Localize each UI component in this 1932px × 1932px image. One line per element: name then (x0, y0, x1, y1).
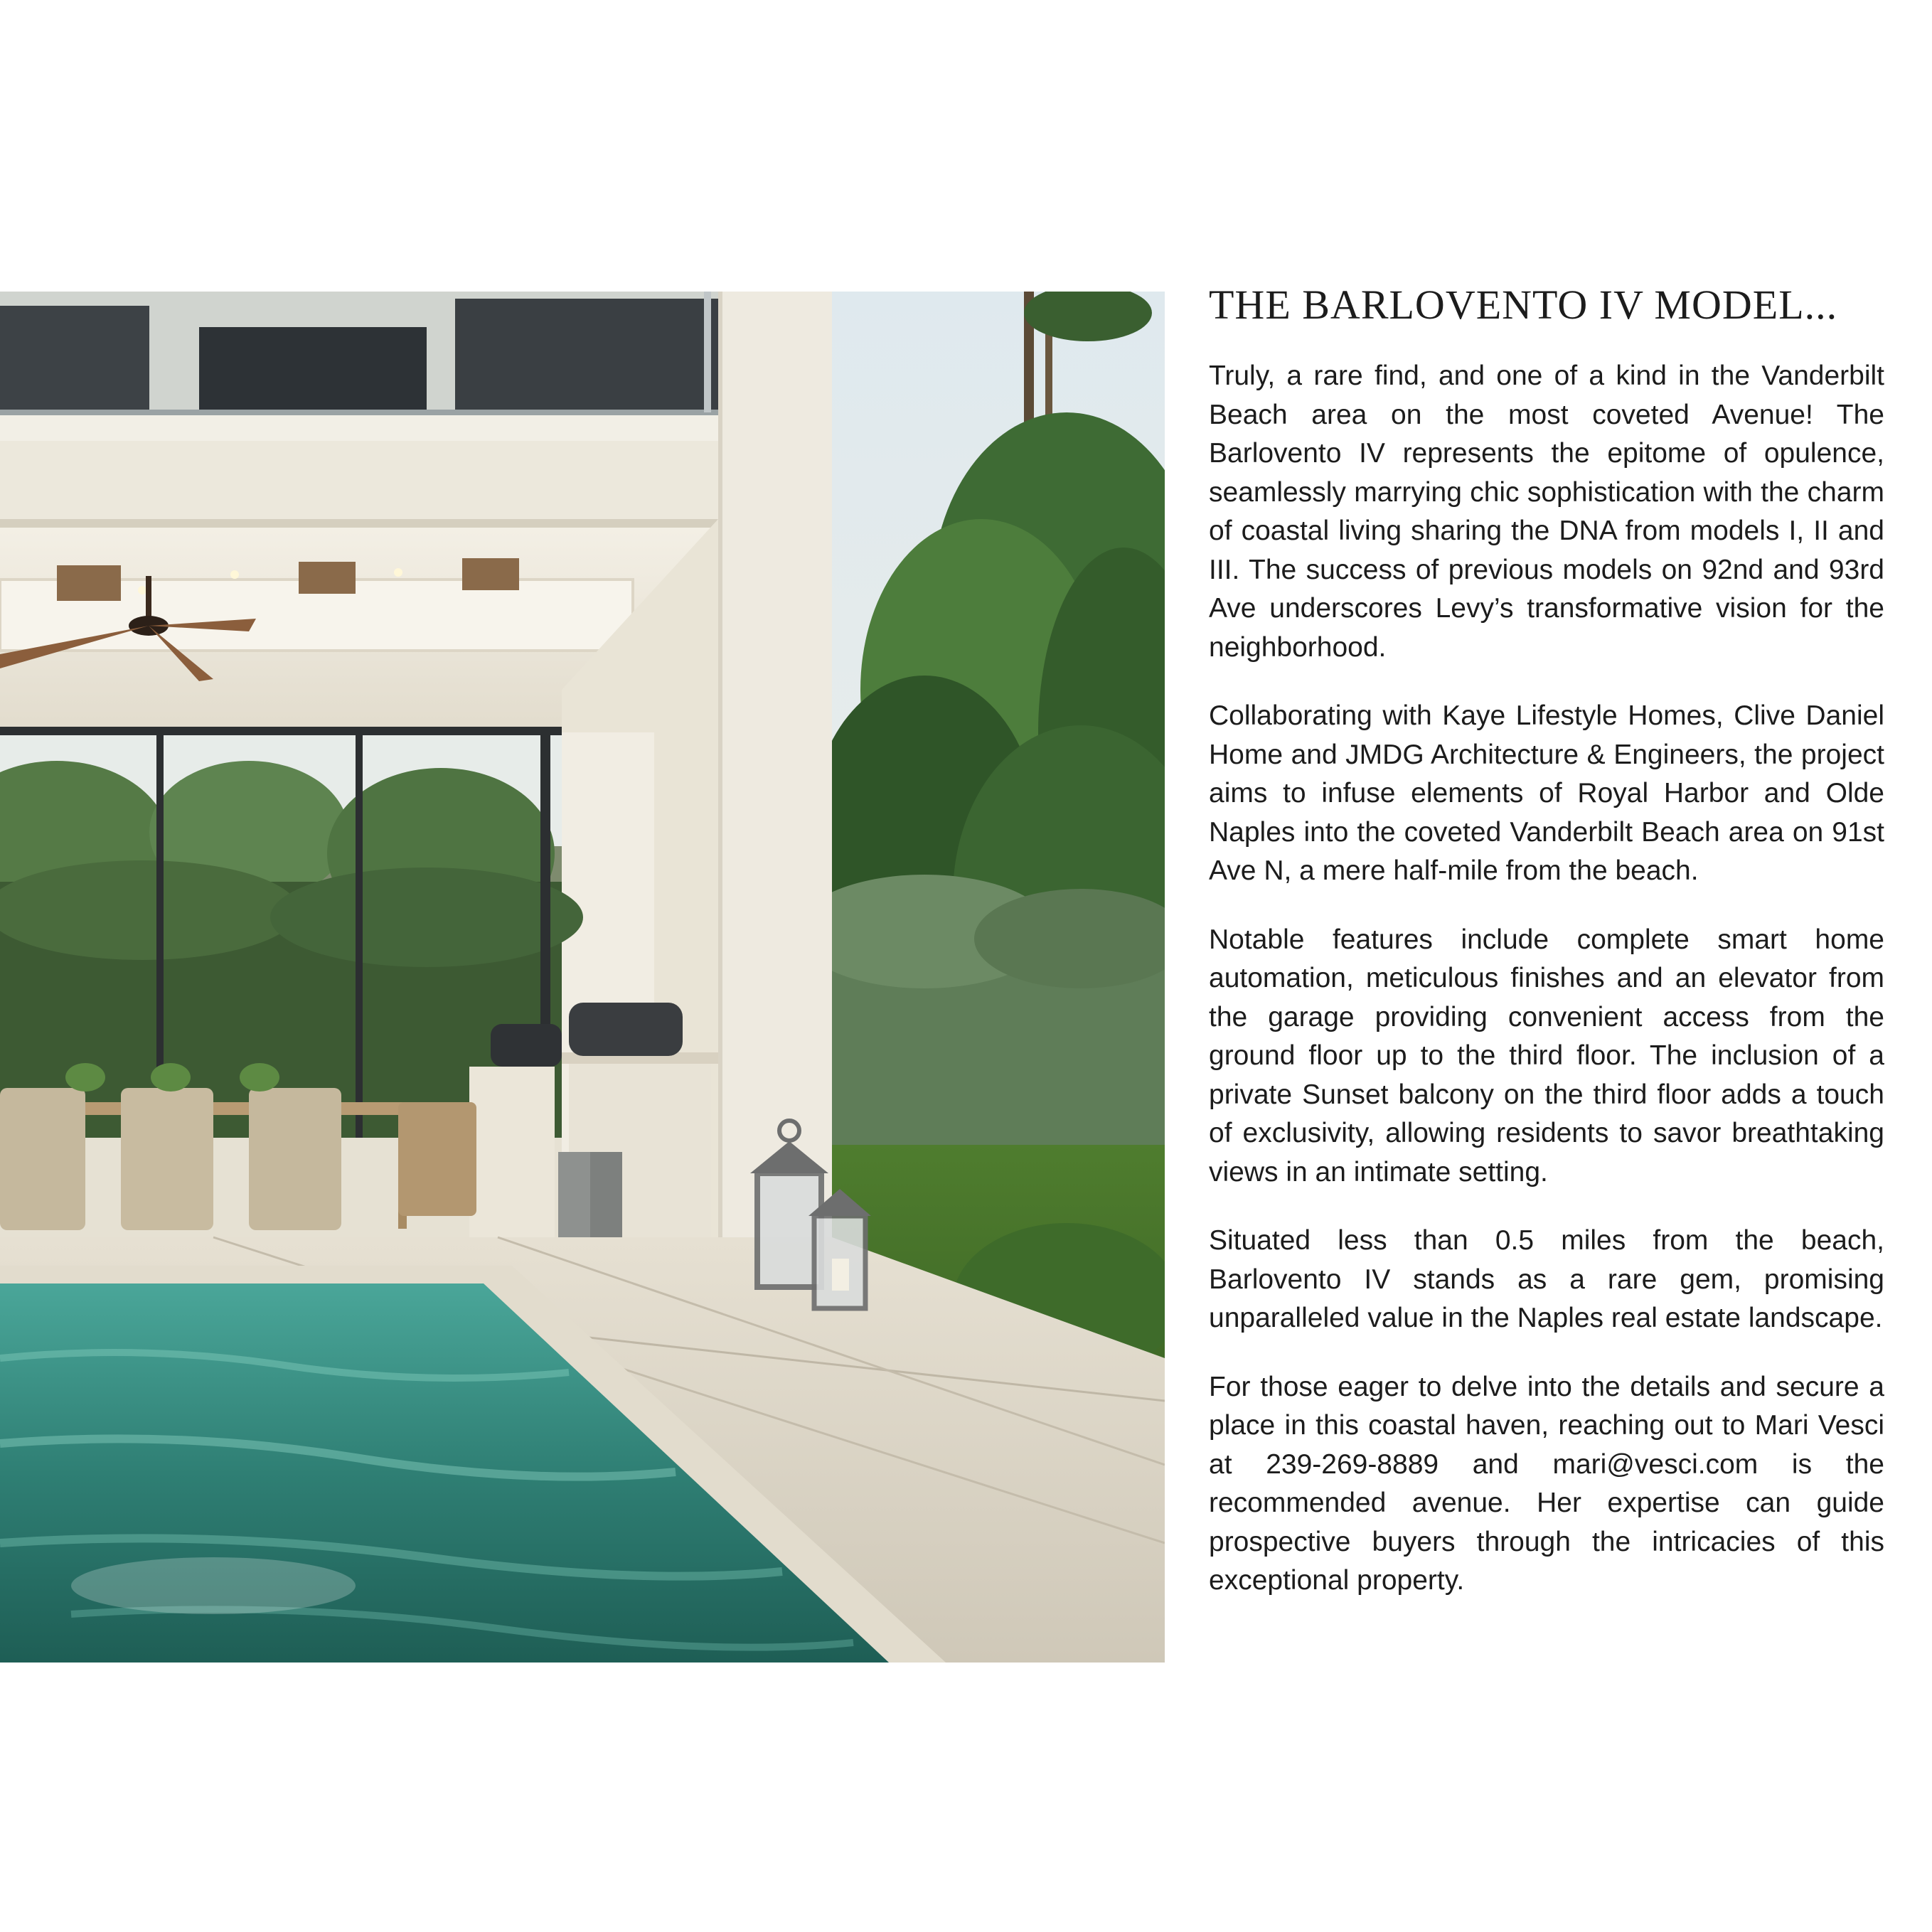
paragraph-contact: For those eager to delve into the details and secure a place in this coastal haven, reaching out to Mari Vesci at 239-269-8889 and mari@vesci.com is the recommended avenue. Her expertise can guide prospective buyers through the intricacies of this exceptional property. (1209, 1371, 1884, 1596)
paragraph-features: Notable features include complete smart home automation, meticulous finishes and an elevator from the garage providing convenient access from the ground floor up to the third floor. The inclusion of a private Sunset balcony on the third floor adds a touch of exclusivity, allowing residents to savor breathtaking views in an intimate setting. (1209, 924, 1884, 1188)
balcony-railing (0, 292, 718, 415)
property-photo (0, 292, 1165, 1663)
paragraph-collaboration: Collaborating with Kaye Lifestyle Homes, Clive Daniel Home and JMDG Architecture & Engineers, the project aims to infuse elements of Royal Harbor and Olde Naples into the coveted Vanderbilt Beach area on 91st Ave N, a mere half-mile from the beach. (1209, 700, 1884, 886)
description-column (1209, 281, 1884, 1631)
outdoor-kitchen (469, 1003, 718, 1251)
house-column (718, 292, 832, 1259)
page-title: THE BARLOVENTO IV MODEL... (1209, 282, 1838, 328)
paragraph-location: Situated less than 0.5 miles from the beach, Barlovento IV stands as a rare gem, promising unparalleled value in the Naples real estate landscape. (1209, 1225, 1884, 1333)
paragraph-intro: Truly, a rare find, and one of a kind in the Vanderbilt Beach area on the most coveted Avenue! The Barlovento IV represents the epitome of opulence, seamlessly marrying chic sophistication with the charm of coastal living sharing the DNA from models I, II and III. The success of previous models on 92nd and 93rd Ave underscores Levy’s transformative vision for the neighborhood. (1209, 361, 1884, 663)
